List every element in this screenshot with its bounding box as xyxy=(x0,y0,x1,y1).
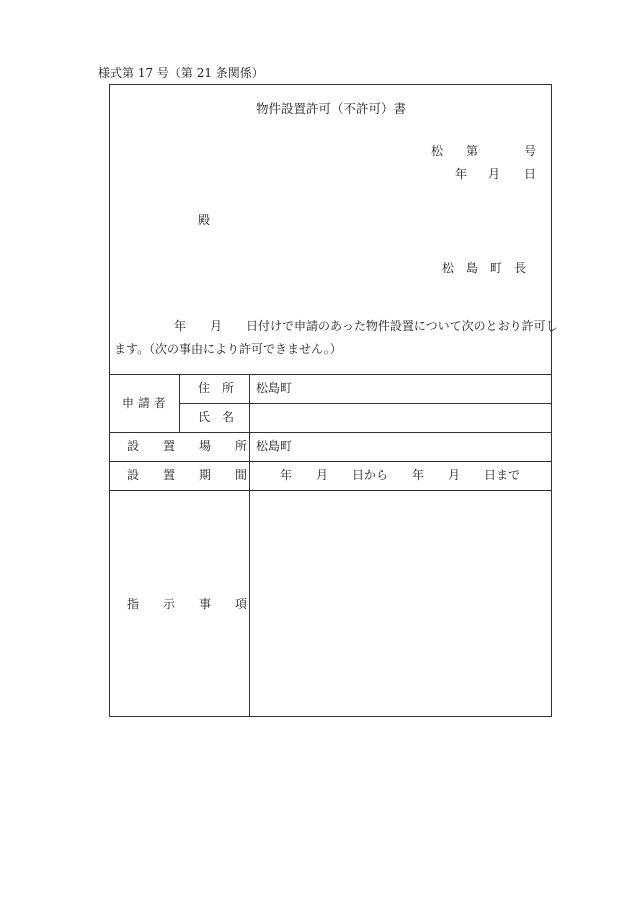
address-name-divider xyxy=(179,403,552,404)
addressee-honorific: 殿 xyxy=(198,213,211,227)
address-value: 松島町 xyxy=(256,381,293,395)
number-suffix: 号 xyxy=(524,144,537,158)
date-year: 年 xyxy=(455,167,468,181)
location-label: 設 置 場 所 xyxy=(127,439,248,453)
instructions-label: 指 示 事 項 xyxy=(127,597,248,611)
permit-form-frame xyxy=(109,84,552,717)
date-day: 日 xyxy=(524,167,537,181)
applicant-bottom-rule xyxy=(109,432,552,433)
period-label: 設 置 期 間 xyxy=(127,468,248,482)
body-text-line1: 年 月 日付けで申請のあった物件設置について次のとおり許可し xyxy=(174,319,558,333)
period-value: 年 月 日から 年 月 日まで xyxy=(280,468,521,482)
address-label: 住 所 xyxy=(198,381,235,395)
table-top-rule xyxy=(109,374,552,375)
applicant-label: 申 請 者 xyxy=(122,396,166,410)
applicant-sub-divider xyxy=(179,374,180,432)
number-prefix: 松 xyxy=(431,144,444,158)
body-text-line2: ます。（次の事由により許可できません。） xyxy=(114,342,342,356)
number-middle: 第 xyxy=(466,144,479,158)
document-title: 物件設置許可（不許可）書 xyxy=(256,101,407,116)
form-number-label: 様式第 17 号（第 21 条関係） xyxy=(98,66,264,80)
period-bottom-rule xyxy=(109,490,552,491)
location-bottom-rule xyxy=(109,461,552,462)
date-month: 月 xyxy=(488,167,501,181)
location-value: 松島町 xyxy=(256,439,293,453)
label-value-divider xyxy=(249,374,250,717)
name-label: 氏 名 xyxy=(198,410,235,424)
issuer-name: 松 島 町 長 xyxy=(442,261,527,275)
